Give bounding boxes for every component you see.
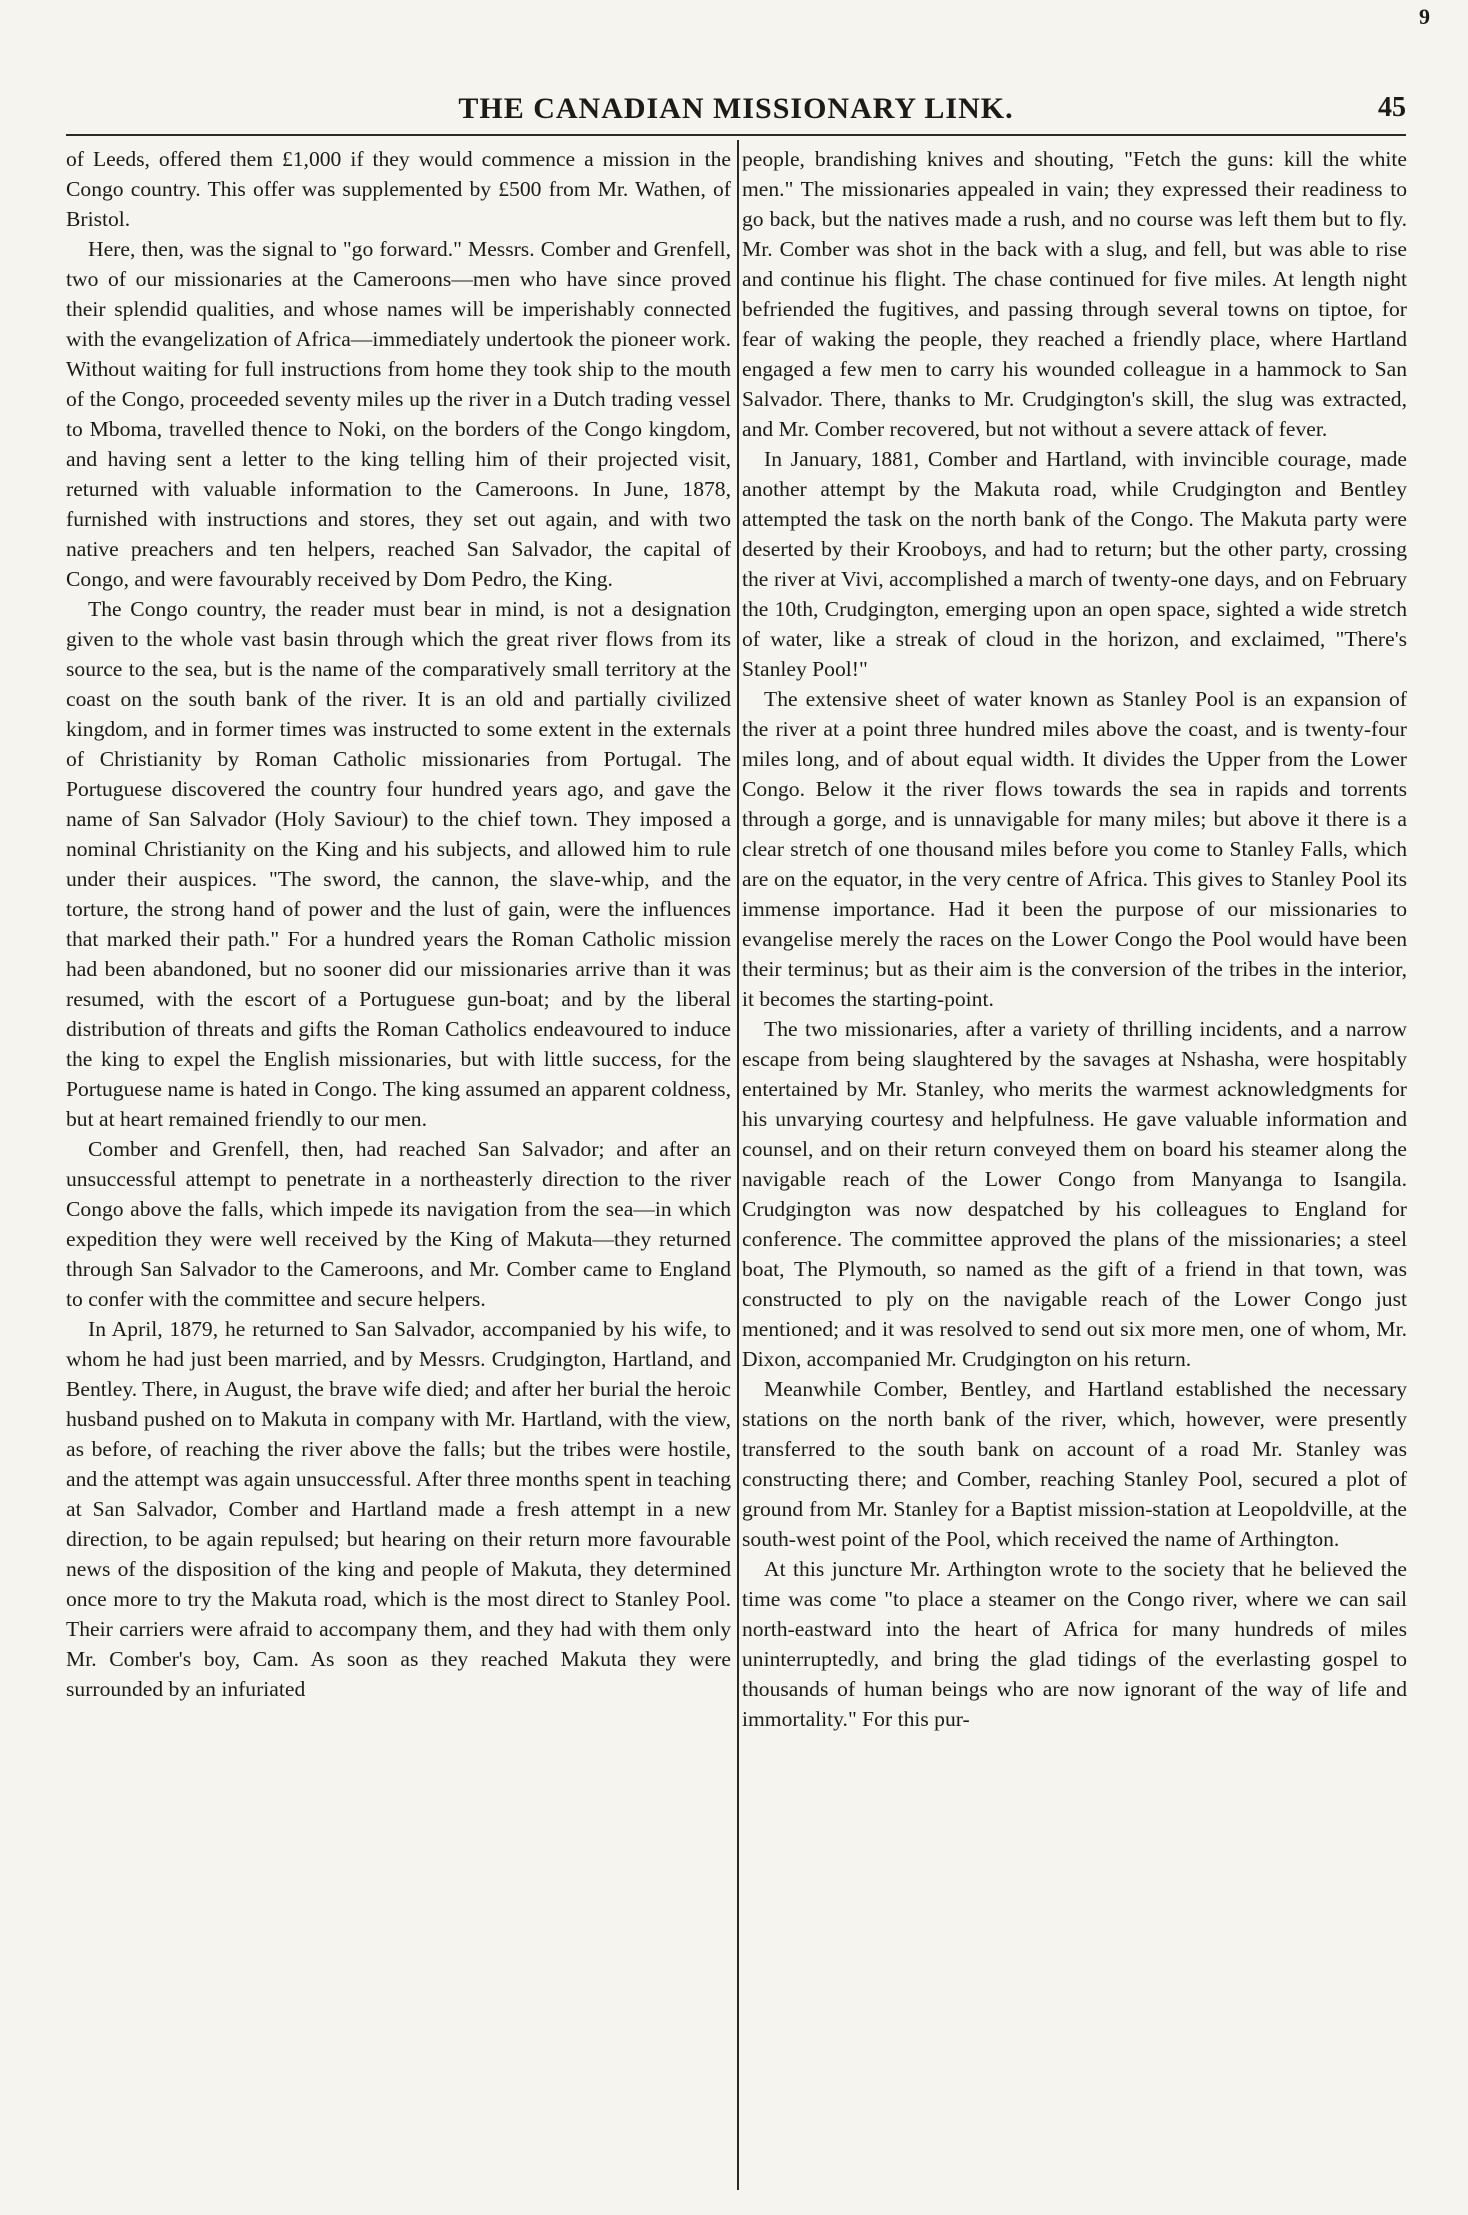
paragraph: of Leeds, offered them £1,000 if they would commence a mission in the Congo country. This offer was supplemented by £500 from Mr. Wathen, of Bristol. <box>66 147 731 231</box>
page-corner-mark: 9 <box>1419 4 1430 29</box>
paragraph: The Congo country, the reader must bear in mind, is not a designation given to the whole vast basin through which the great river flows from its source to the sea, but is the name of the comparatively small territory at the coast on the south bank of the river. It is an old and partially civilized kingdom, and in former times was instructed to some extent in the externals of Christianity by Roman Catholic missionaries from Portugal. The Portuguese discovered the country four hundred years ago, and gave the name of San Salvador (Holy Saviour) to the chief town. They imposed a nominal Christianity on the King and his subjects, and allowed him to rule under their auspices. "The sword, the cannon, the slave-whip, and the torture, the strong hand of power and the lust of gain, were the influences that marked their path." For a hundred years the Roman Catholic mission had been abandoned, but no sooner did our missionaries arrive than it was resumed, with the escort of a Portuguese gun-boat; and by the liberal distribution of threats and gifts the Roman Catholics endeavoured to induce the king to expel the English missionaries, but with little success, for the Portuguese name is hated in Congo. The king assumed an apparent coldness, but at heart remained friendly to our men. <box>66 597 731 1131</box>
paragraph: The two missionaries, after a variety of thrilling incidents, and a narrow escape from being slaughtered by the savages at Nshasha, were hospitably entertained by Mr. Stanley, who merits the warmest acknowledgments for his unvarying courtesy and helpfulness. He gave valuable information and counsel, and on their return conveyed them on board his steamer along the navigable reach of the Lower Congo from Manyanga to Isangila. Crudgington was now despatched by his colleagues to England for conference. The committee approved the plans of the missionaries; a steel boat, The Plymouth, so named as the gift of a friend in that town, was constructed to ply on the navigable reach of the Lower Congo just mentioned; and it was resolved to send out six more men, one of whom, Mr. Dixon, accompanied Mr. Crudgington on his return. <box>742 1017 1407 1371</box>
paragraph: people, brandishing knives and shouting, "Fetch the guns: kill the white men." The missionaries appealed in vain; they expressed their readiness to go back, but the natives made a rush, and no course was left them but to fly. Mr. Comber was shot in the back with a slug, and fell, but was able to rise and continue his flight. The chase continued for five miles. At length night befriended the fugitives, and passing through several towns on tiptoe, for fear of waking the people, they reached a friendly place, where Hartland engaged a few men to carry his wounded colleague in a hammock to San Salvador. There, thanks to Mr. Crudgington's skill, the slug was extracted, and Mr. Comber recovered, but not without a severe attack of fever. <box>742 147 1407 441</box>
column-divider <box>737 140 739 2190</box>
paragraph: In April, 1879, he returned to San Salvador, accompanied by his wife, to whom he had just been married, and by Messrs. Crudgington, Hartland, and Bentley. There, in August, the brave wife died; and after her burial the heroic husband pushed on to Makuta in company with Mr. Hartland, with the view, as before, of reaching the river above the falls; but the tribes were hostile, and the attempt was again unsuccessful. After three months spent in teaching at San Salvador, Comber and Hartland made a fresh attempt in a new direction, to be again repulsed; but hearing on their return more favourable news of the disposition of the king and people of Makuta, they determined once more to try the Makuta road, which is the most direct to Stanley Pool. Their carriers were afraid to accompany them, and they had with them only Mr. Comber's boy, Cam. As soon as they reached Makuta they were surrounded by an infuriated <box>66 1317 731 1701</box>
right-column <box>742 144 1407 2184</box>
paragraph: Here, then, was the signal to "go forward." Messrs. Comber and Grenfell, two of our missionaries at the Cameroons—men who have since proved their splendid qualities, and whose names will be imperishably connected with the evangelization of Africa—immediately undertook the pioneer work. Without waiting for full instructions from home they took ship to the mouth of the Congo, proceeded seventy miles up the river in a Dutch trading vessel to Mboma, travelled thence to Noki, on the borders of the Congo kingdom, and having sent a letter to the king telling him of their projected visit, returned with valuable information to the Cameroons. In June, 1878, furnished with instructions and stores, they set out again, and with two native preachers and ten helpers, reached San Salvador, the capital of Congo, and were favourably received by Dom Pedro, the King. <box>66 237 731 591</box>
page-title: THE CANADIAN MISSIONARY LINK. <box>458 92 1014 125</box>
paragraph: At this juncture Mr. Arthington wrote to the society that he believed the time was come "to place a steamer on the Congo river, where we can sail north-eastward into the heart of Africa for many hundreds of miles uninterruptedly, and bring the glad tidings of the everlasting gospel to thousands of human beings who are now ignorant of the way of life and immortality." For this pur- <box>742 1557 1407 1731</box>
header-rule <box>66 134 1406 136</box>
page-number: 45 <box>1378 92 1406 123</box>
paragraph: Comber and Grenfell, then, had reached San Salvador; and after an unsuccessful attempt to penetrate in a northeasterly direction to the river Congo above the falls, which impede its navigation from the sea—in which expedition they were well received by the King of Makuta—they returned through San Salvador to the Cameroons, and Mr. Comber came to England to confer with the committee and secure helpers. <box>66 1137 731 1311</box>
paragraph: In January, 1881, Comber and Hartland, with invincible courage, made another attempt by the Makuta road, while Crudgington and Bentley attempted the task on the north bank of the Congo. The Makuta party were deserted by their Krooboys, and had to return; but the other party, crossing the river at Vivi, accomplished a march of twenty-one days, and on February the 10th, Crudgington, emerging upon an open space, sighted a wide stretch of water, like a streak of cloud in the horizon, and exclaimed, "There's Stanley Pool!" <box>742 447 1407 681</box>
paragraph: The extensive sheet of water known as Stanley Pool is an expansion of the river at a point three hundred miles above the coast, and is twenty-four miles long, and of about equal width. It divides the Upper from the Lower Congo. Below it the river flows towards the sea in rapids and torrents through a gorge, and is unnavigable for many miles; but above it there is a clear stretch of one thousand miles before you come to Stanley Falls, which are on the equator, in the very centre of Africa. This gives to Stanley Pool its immense importance. Had it been the purpose of our missionaries to evangelise merely the races on the Lower Congo the Pool would have been their terminus; but as their aim is the conversion of the tribes in the interior, it becomes the starting-point. <box>742 687 1407 1011</box>
page-header <box>66 92 1406 138</box>
left-column <box>66 144 731 2184</box>
paragraph: Meanwhile Comber, Bentley, and Hartland established the necessary stations on the north bank of the river, which, however, were presently transferred to the south bank on account of a road Mr. Stanley was constructing there; and Comber, reaching Stanley Pool, secured a plot of ground from Mr. Stanley for a Baptist mission-station at Leopoldville, at the south-west point of the Pool, which received the name of Arthington. <box>742 1377 1407 1551</box>
